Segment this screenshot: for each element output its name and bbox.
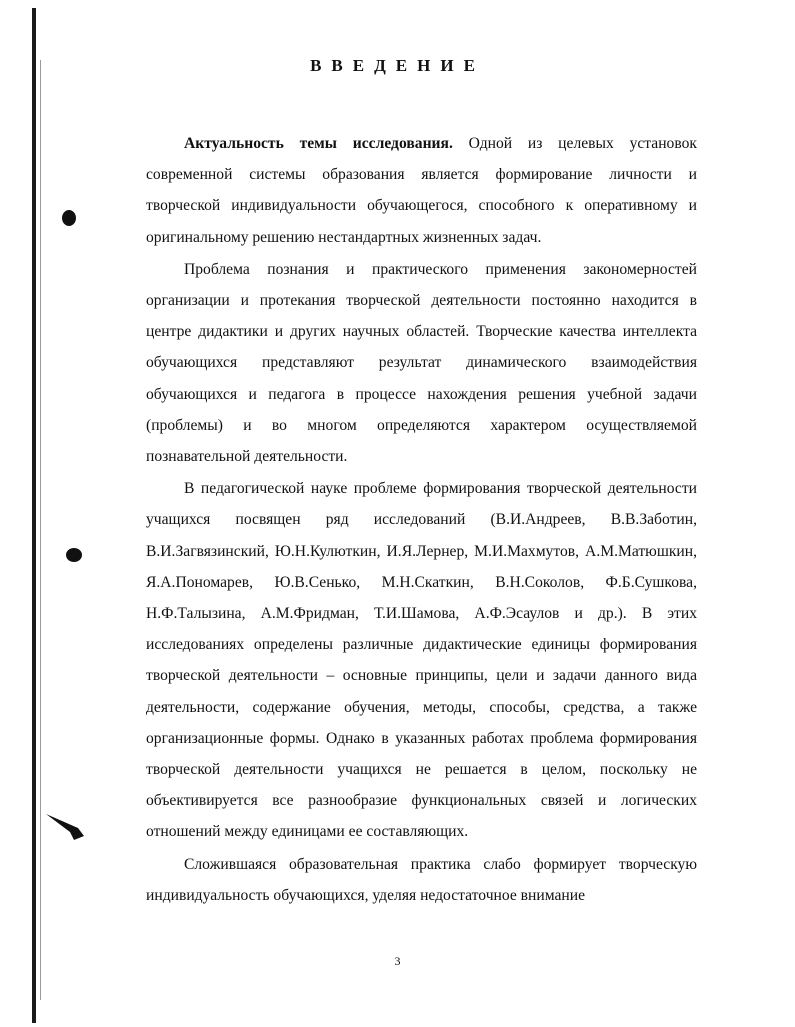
body-text: [146, 128, 697, 911]
binder-hole-mark: [62, 210, 76, 226]
scan-binding-line: [40, 60, 41, 1000]
paragraph: [146, 254, 697, 472]
page-title: ВВЕДЕНИЕ: [310, 56, 485, 75]
scan-ink-mark: [44, 810, 88, 844]
paragraph-text: В педагогической науке проблеме формирования творческой деятельности учащихся посвящен ряд исследований (В.И.Андреев, В.В.Заботин, В.И.Загвязинский, Ю.Н.Кулюткин, И.Я.Лернер, М.И.Махмутов, А.М.Матюшкин, Я.А.Пономарев, Ю.В.Сенько, М.Н.Скаткин, В.Н.Соколов, Ф.Б.Сушкова, Н.Ф.Талызина, А.М.Фридман, Т.И.Шамова, А.Ф.Эсаулов и др.). В этих исследованиях определены различные дидактические единицы формирования творческой деятельности – основные принципы, цели и задачи данного вида деятельности, содержание обучения, методы, способы, средства, а также организационные формы. Однако в указанных работах проблема формирования творческой деятельности учащихся не решается в целом, поскольку не объективируется все разнообразие функциональных связей и логических отношений между единицами ее составляющих.: [146, 480, 697, 841]
paragraph: [146, 128, 697, 253]
paragraph-text: Проблема познания и практического применения закономерностей организации и протекания творческой деятельности постоянно находится в центре дидактики и других научных областей. Творческие качества интеллекта обучающихся представляют результат динамического взаимодействия обучающихся и педагога в процессе нахождения решения учебной задачи (проблемы) и во многом определяются характером осуществляемой познавательной деятельности.: [146, 260, 697, 466]
paragraph-lead: Актуальность темы исследования.: [184, 135, 453, 152]
scan-left-edge: [32, 8, 36, 1023]
binder-hole-mark: [66, 548, 82, 562]
paragraph: [146, 849, 697, 911]
page-number: 3: [394, 954, 401, 968]
paragraph-text: Одной из целевых установок современной системы образования является формирование личности и творческой индивидуальности обучающегося, способного к оперативному и оригинальному решению нестандартных жизненных задач.: [146, 135, 697, 246]
paragraph: [146, 473, 697, 847]
paragraph-text: Сложившаяся образовательная практика слабо формирует творческую индивидуальность обучающихся, уделяя недостаточное внимание: [146, 855, 697, 904]
